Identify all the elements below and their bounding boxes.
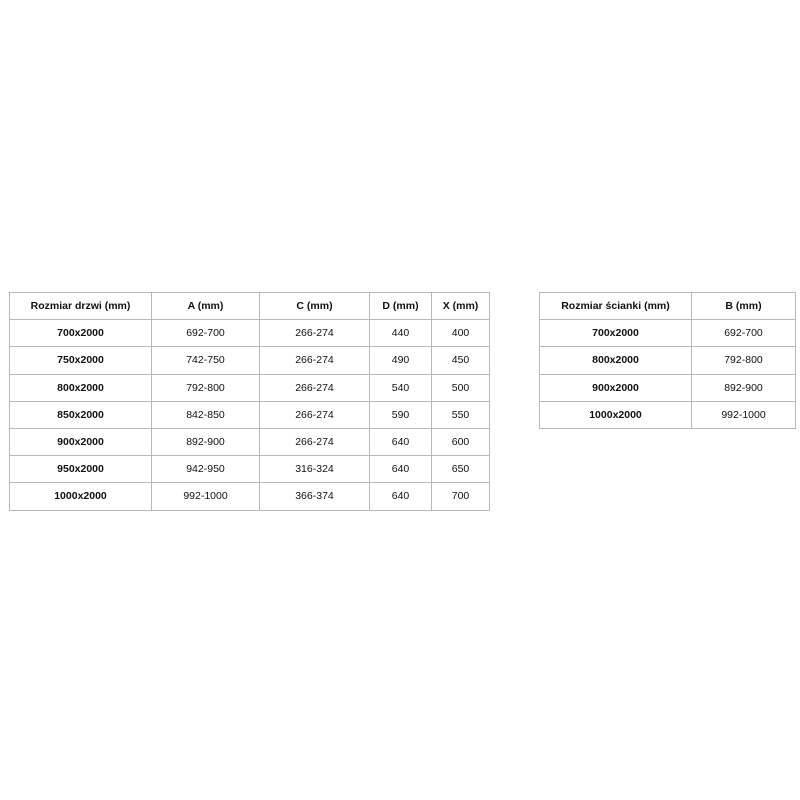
cell-x: 650 bbox=[432, 456, 490, 483]
cell-c: 266-274 bbox=[260, 320, 370, 347]
cell-b: 892-900 bbox=[692, 374, 796, 401]
cell-x: 700 bbox=[432, 483, 490, 510]
column-header: Rozmiar drzwi (mm) bbox=[10, 293, 152, 320]
cell-x: 400 bbox=[432, 320, 490, 347]
cell-d: 640 bbox=[370, 456, 432, 483]
cell-d: 590 bbox=[370, 401, 432, 428]
column-header: B (mm) bbox=[692, 293, 796, 320]
cell-c: 266-274 bbox=[260, 374, 370, 401]
cell-size: 750x2000 bbox=[10, 347, 152, 374]
cell-b: 692-700 bbox=[692, 320, 796, 347]
cell-b: 992-1000 bbox=[692, 401, 796, 428]
cell-size: 1000x2000 bbox=[540, 401, 692, 428]
cell-x: 550 bbox=[432, 401, 490, 428]
table-row bbox=[10, 456, 490, 483]
table-row bbox=[10, 347, 490, 374]
cell-d: 490 bbox=[370, 347, 432, 374]
table-row bbox=[10, 374, 490, 401]
cell-size: 1000x2000 bbox=[10, 483, 152, 510]
cell-size: 900x2000 bbox=[10, 428, 152, 455]
table-header-row bbox=[10, 293, 490, 320]
table-row bbox=[540, 401, 796, 428]
cell-c: 366-374 bbox=[260, 483, 370, 510]
table-row bbox=[540, 374, 796, 401]
cell-a: 692-700 bbox=[152, 320, 260, 347]
cell-a: 942-950 bbox=[152, 456, 260, 483]
cell-d: 440 bbox=[370, 320, 432, 347]
cell-d: 540 bbox=[370, 374, 432, 401]
cell-d: 640 bbox=[370, 483, 432, 510]
cell-x: 600 bbox=[432, 428, 490, 455]
table-row bbox=[10, 320, 490, 347]
cell-size: 900x2000 bbox=[540, 374, 692, 401]
cell-size: 800x2000 bbox=[10, 374, 152, 401]
cell-size: 800x2000 bbox=[540, 347, 692, 374]
cell-a: 742-750 bbox=[152, 347, 260, 374]
table-row bbox=[10, 401, 490, 428]
cell-a: 892-900 bbox=[152, 428, 260, 455]
cell-c: 266-274 bbox=[260, 347, 370, 374]
table-row bbox=[540, 320, 796, 347]
cell-x: 500 bbox=[432, 374, 490, 401]
cell-size: 700x2000 bbox=[540, 320, 692, 347]
table-row bbox=[540, 347, 796, 374]
cell-a: 792-800 bbox=[152, 374, 260, 401]
cell-c: 316-324 bbox=[260, 456, 370, 483]
column-header: D (mm) bbox=[370, 293, 432, 320]
cell-a: 842-850 bbox=[152, 401, 260, 428]
column-header: C (mm) bbox=[260, 293, 370, 320]
doors-dimensions-table bbox=[9, 292, 490, 511]
cell-size: 850x2000 bbox=[10, 401, 152, 428]
cell-size: 700x2000 bbox=[10, 320, 152, 347]
table-header-row bbox=[540, 293, 796, 320]
cell-size: 950x2000 bbox=[10, 456, 152, 483]
column-header: A (mm) bbox=[152, 293, 260, 320]
column-header: Rozmiar ścianki (mm) bbox=[540, 293, 692, 320]
table-row bbox=[10, 428, 490, 455]
cell-c: 266-274 bbox=[260, 401, 370, 428]
cell-c: 266-274 bbox=[260, 428, 370, 455]
cell-d: 640 bbox=[370, 428, 432, 455]
column-header: X (mm) bbox=[432, 293, 490, 320]
wall-dimensions-table bbox=[539, 292, 796, 429]
table-row bbox=[10, 483, 490, 510]
cell-b: 792-800 bbox=[692, 347, 796, 374]
cell-x: 450 bbox=[432, 347, 490, 374]
cell-a: 992-1000 bbox=[152, 483, 260, 510]
